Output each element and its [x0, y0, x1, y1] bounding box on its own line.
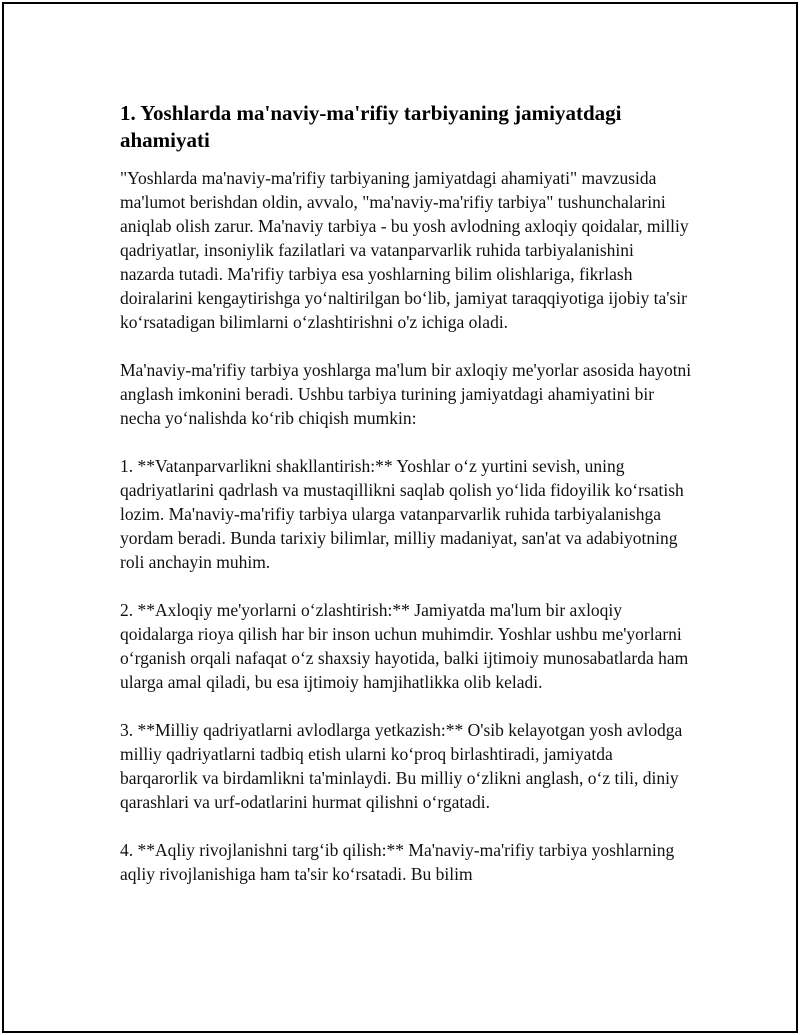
document-heading: 1. Yoshlarda ma'naviy-ma'rifiy tarbiyaning jamiyatdagi ahamiyati — [120, 101, 622, 152]
paragraph-intro: "Yoshlarda ma'naviy-ma'rifiy tarbiyaning jamiyatdagi ahamiyati" mavzusida ma'lumot berishdan oldin, avvalo, "ma'naviy-ma'rifiy tarbiya" tushunchalarini aniqlab olish zarur. Ma'naviy tarbiya - bu yosh avlodning axloqiy qoidalar, milliy qadriyatlar, insoniylik fazilatlari va vatanparvarlik ruhida tarbiyalanishini nazarda tutadi. Ma'rifiy tarbiya esa yoshlarning bilim olishlariga, fikrlash doiralarini kengaytirishga yo‘naltirilgan bo‘lib, jamiyat taraqqiyotiga ijobiy ta'sir ko‘rsatadigan bilimlarni o‘zlashtirishni o'z ichiga oladi. — [120, 168, 689, 332]
paragraph-overview: Ma'naviy-ma'rifiy tarbiya yoshlarga ma'lum bir axloqiy me'yorlar asosida hayotni anglash imkonini beradi. Ushbu tarbiya turining jamiyatdagi ahamiyatini bir necha yo‘nalishda ko‘rib chiqish mumkin: — [120, 360, 692, 428]
paragraph-item-3: 3. **Milliy qadriyatlarni avlodlarga yetkazish:** O'sib kelayotgan yosh avlodga milliy qadriyatlarni tadbiq etish ularni ko‘proq birlashtiradi, jamiyatda barqarorlik va birdamlikni ta'minlaydi. Bu milliy o‘zlikni anglash, o‘z tili, diniy qarashlari va urf-odatlarini hurmat qilishni o‘rgatadi. — [120, 720, 683, 812]
paragraph-item-2: 2. **Axloqiy me'yorlarni o‘zlashtirish:** Jamiyatda ma'lum bir axloqiy qoidalarga rioya qilish har bir inson uchun muhimdir. Yoshlar ushbu me'yorlarni o‘rganish orqali nafaqat o‘z shaxsiy hayotida, balki ijtimoiy munosabatlarda ham ularga amal qiladi, bu esa ijtimoiy hamjihatlikka olib keladi. — [120, 600, 689, 692]
document-body — [120, 100, 692, 910]
paragraph-item-1: 1. **Vatanparvarlikni shakllantirish:** Yoshlar o‘z yurtini sevish, uning qadriyatlarini qadrlash va mustaqillikni saqlab qolish yo‘lida fidoyilik ko‘rsatish lozim. Ma'naviy-ma'rifiy tarbiya ularga vatanparvarlik ruhida tarbiyalanishga yordam beradi. Bunda tarixiy bilimlar, milliy madaniyat, san'at va adabiyotning roli anchayin muhim. — [120, 456, 684, 572]
document-page — [2, 2, 798, 1033]
paragraph-item-4: 4. **Aqliy rivojlanishni targ‘ib qilish:** Ma'naviy-ma'rifiy tarbiya yoshlarning aqliy rivojlanishiga ham ta'sir ko‘rsatadi. Bu bilim — [120, 840, 675, 884]
